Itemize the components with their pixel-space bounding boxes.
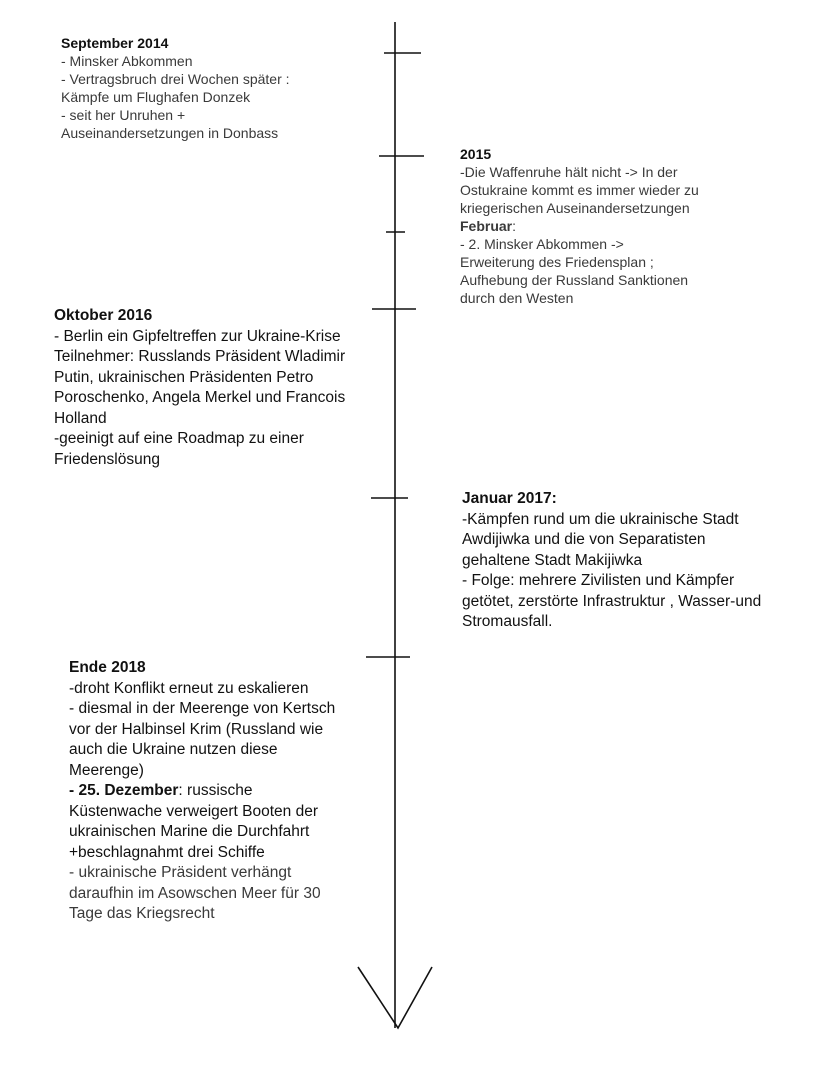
event-title: Ende 2018: [69, 659, 146, 676]
event-line: -geeinigt auf eine Roadmap zu einer: [54, 430, 304, 447]
event-line: Erweiterung des Friedensplan ;: [460, 254, 654, 270]
highlight-date: - 25. Dezember: [69, 782, 179, 799]
event-subtitle: [460, 217, 699, 235]
subtitle-colon: :: [512, 218, 517, 234]
event-line: - seit her Unruhen +: [61, 107, 186, 123]
event-line: Auseinandersetzungen in Donbass: [61, 125, 279, 141]
event-title: September 2014: [61, 35, 169, 51]
event-line: Teilnehmer: Russlands Präsident Wladimir: [54, 348, 346, 365]
event-line: -Die Waffenruhe hält nicht -> In der: [460, 164, 678, 180]
event-line: Küstenwache verweigert Booten der: [69, 802, 319, 820]
event-line: -droht Konflikt erneut zu eskalieren: [69, 679, 309, 697]
event-line: Putin, ukrainischen Präsidenten Petro: [54, 368, 314, 386]
event-line: Holland: [54, 409, 107, 427]
event-line: - Minsker Abkommen: [61, 53, 193, 69]
event-highlight: [69, 781, 335, 802]
event-line: getötet, zerstörte Infrastruktur , Wasser-und: [462, 592, 762, 610]
event-line: Tage das Kriegsrecht: [69, 905, 215, 922]
event-line: - 2. Minsker Abkommen ->: [460, 236, 624, 252]
event-2015: [460, 145, 699, 307]
event-line: - diesmal in der Meerenge von Kertsch: [69, 700, 336, 717]
event-line: durch den Westen: [460, 290, 574, 306]
event-line: Ostukraine kommt es immer wieder zu: [460, 182, 699, 198]
event-line: Awdijiwka und die von Separatisten: [462, 531, 706, 548]
event-line: Stromausfall.: [462, 613, 553, 630]
event-title: Januar 2017:: [462, 490, 557, 507]
event-line: - Berlin ein Gipfeltreffen zur Ukraine-Krise: [54, 327, 341, 345]
event-line: Kämpfe um Flughafen Donzek: [61, 89, 251, 105]
subtitle-february: Februar: [460, 218, 513, 234]
event-line: vor der Halbinsel Krim (Russland wie: [69, 720, 324, 738]
event-title: Oktober 2016: [54, 307, 153, 324]
event-line: +beschlagnahmt drei Schiffe: [69, 843, 265, 861]
event-line: Aufhebung der Russland Sanktionen: [460, 272, 689, 288]
highlight-text: : russische: [178, 782, 253, 799]
event-september-2014: [61, 34, 290, 142]
event-line: - Folge: mehrere Zivilisten und Kämpfer: [462, 572, 735, 589]
event-title: 2015: [460, 146, 492, 162]
event-line: -Kämpfen rund um die ukrainische Stadt: [462, 510, 739, 528]
event-line: ukrainischen Marine die Durchfahrt: [69, 823, 310, 840]
event-oktober-2016: [54, 306, 345, 470]
event-line: auch die Ukraine nutzen diese: [69, 741, 278, 758]
event-line: Meerenge): [69, 761, 144, 779]
event-ende-2018: [69, 658, 335, 925]
event-januar-2017: [462, 489, 761, 633]
event-line: - Vertragsbruch drei Wochen später :: [61, 71, 290, 87]
event-line: - ukrainische Präsident verhängt: [69, 864, 292, 881]
event-line: daraufhin im Asowschen Meer für 30: [69, 884, 321, 902]
event-line: kriegerischen Auseinandersetzungen: [460, 200, 690, 216]
event-line: gehaltene Stadt Makijiwka: [462, 551, 643, 569]
event-line: Friedenslösung: [54, 450, 160, 468]
event-line: Poroschenko, Angela Merkel und Francois: [54, 389, 346, 406]
